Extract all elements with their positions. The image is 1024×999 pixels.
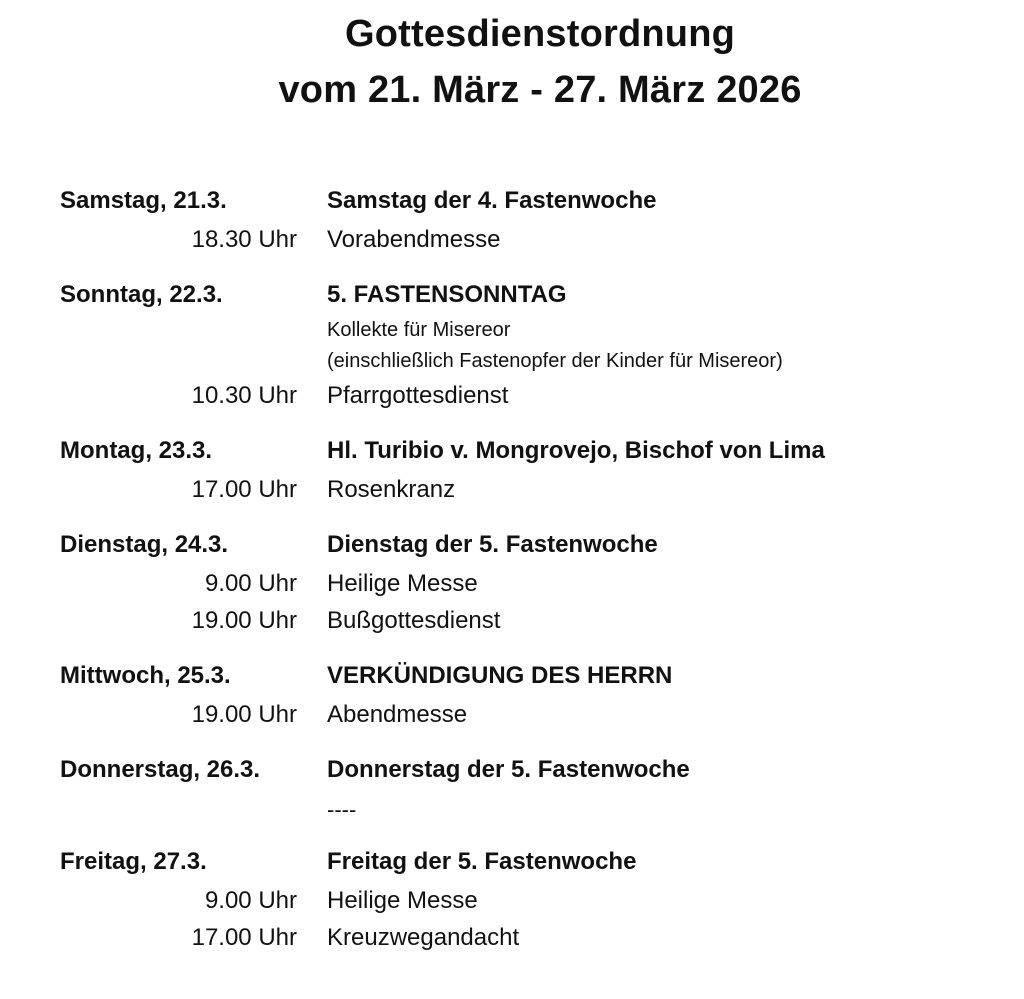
event-name: Rosenkranz bbox=[327, 476, 456, 503]
day-block-sonntag bbox=[60, 275, 960, 414]
day-block-samstag bbox=[60, 181, 960, 258]
day-header-row bbox=[60, 842, 960, 882]
page-title-line-2: vom 21. März - 27. März 2026 bbox=[278, 69, 802, 111]
schedule bbox=[60, 181, 960, 973]
day-title: Freitag der 5. Fastenwoche bbox=[327, 848, 637, 875]
event-row bbox=[60, 471, 960, 508]
event-time: 18.30 Uhr bbox=[191, 226, 297, 253]
note-row bbox=[60, 315, 960, 346]
day-header-row bbox=[60, 750, 960, 790]
event-name: Abendmesse bbox=[327, 701, 468, 728]
day-title: Hl. Turibio v. Mongrovejo, Bischof von Lima bbox=[327, 437, 825, 464]
day-block-montag bbox=[60, 431, 960, 508]
event-row bbox=[60, 919, 960, 956]
day-header-row bbox=[60, 525, 960, 565]
day-label: Dienstag, 24.3. bbox=[60, 531, 229, 558]
event-row bbox=[60, 602, 960, 639]
event-time: 9.00 Uhr bbox=[204, 887, 297, 914]
event-name: Vorabendmesse bbox=[327, 226, 501, 253]
event-time: 9.00 Uhr bbox=[204, 570, 297, 597]
event-time: 19.00 Uhr bbox=[191, 607, 297, 634]
day-title: Samstag der 4. Fastenwoche bbox=[327, 187, 657, 214]
event-name: Pfarrgottesdienst bbox=[327, 382, 509, 409]
event-name: Kreuzwegandacht bbox=[327, 924, 520, 951]
event-row bbox=[60, 565, 960, 602]
event-row bbox=[60, 696, 960, 733]
event-name: Heilige Messe bbox=[327, 887, 478, 914]
page-title bbox=[0, 6, 1024, 118]
event-row bbox=[60, 377, 960, 414]
event-time: 17.00 Uhr bbox=[191, 924, 297, 951]
event-name: Bußgottesdienst bbox=[327, 607, 501, 634]
day-block-dienstag bbox=[60, 525, 960, 639]
day-title: Donnerstag der 5. Fastenwoche bbox=[327, 756, 690, 783]
page-title-line-1: Gottesdienstordnung bbox=[344, 13, 736, 55]
day-block-donnerstag bbox=[60, 750, 960, 830]
day-label: Sonntag, 22.3. bbox=[60, 281, 223, 308]
day-title: Dienstag der 5. Fastenwoche bbox=[327, 531, 658, 558]
event-time: 19.00 Uhr bbox=[191, 701, 297, 728]
event-row bbox=[60, 221, 960, 258]
day-label: Mittwoch, 25.3. bbox=[60, 662, 231, 689]
note-row bbox=[60, 346, 960, 377]
no-service-placeholder: ---- bbox=[327, 797, 357, 822]
collection-note: Kollekte für Misereor bbox=[327, 319, 511, 341]
day-label: Samstag, 21.3. bbox=[60, 187, 227, 214]
day-label: Donnerstag, 26.3. bbox=[60, 756, 261, 783]
day-header-row bbox=[60, 275, 960, 315]
day-header-row bbox=[60, 431, 960, 471]
event-row bbox=[60, 882, 960, 919]
event-time: 10.30 Uhr bbox=[191, 382, 297, 409]
day-label: Montag, 23.3. bbox=[60, 437, 213, 464]
day-title: 5. FASTENSONNTAG bbox=[327, 281, 567, 308]
day-label: Freitag, 27.3. bbox=[60, 848, 207, 875]
collection-note-detail: (einschließlich Fastenopfer der Kinder für Misereor) bbox=[327, 350, 783, 372]
day-title: VERKÜNDIGUNG DES HERRN bbox=[327, 662, 673, 689]
event-time: 17.00 Uhr bbox=[191, 476, 297, 503]
event-name: Heilige Messe bbox=[327, 570, 478, 597]
placeholder-row bbox=[60, 790, 960, 830]
day-block-mittwoch bbox=[60, 656, 960, 733]
day-header-row bbox=[60, 656, 960, 696]
day-header-row bbox=[60, 181, 960, 221]
day-block-freitag bbox=[60, 842, 960, 956]
